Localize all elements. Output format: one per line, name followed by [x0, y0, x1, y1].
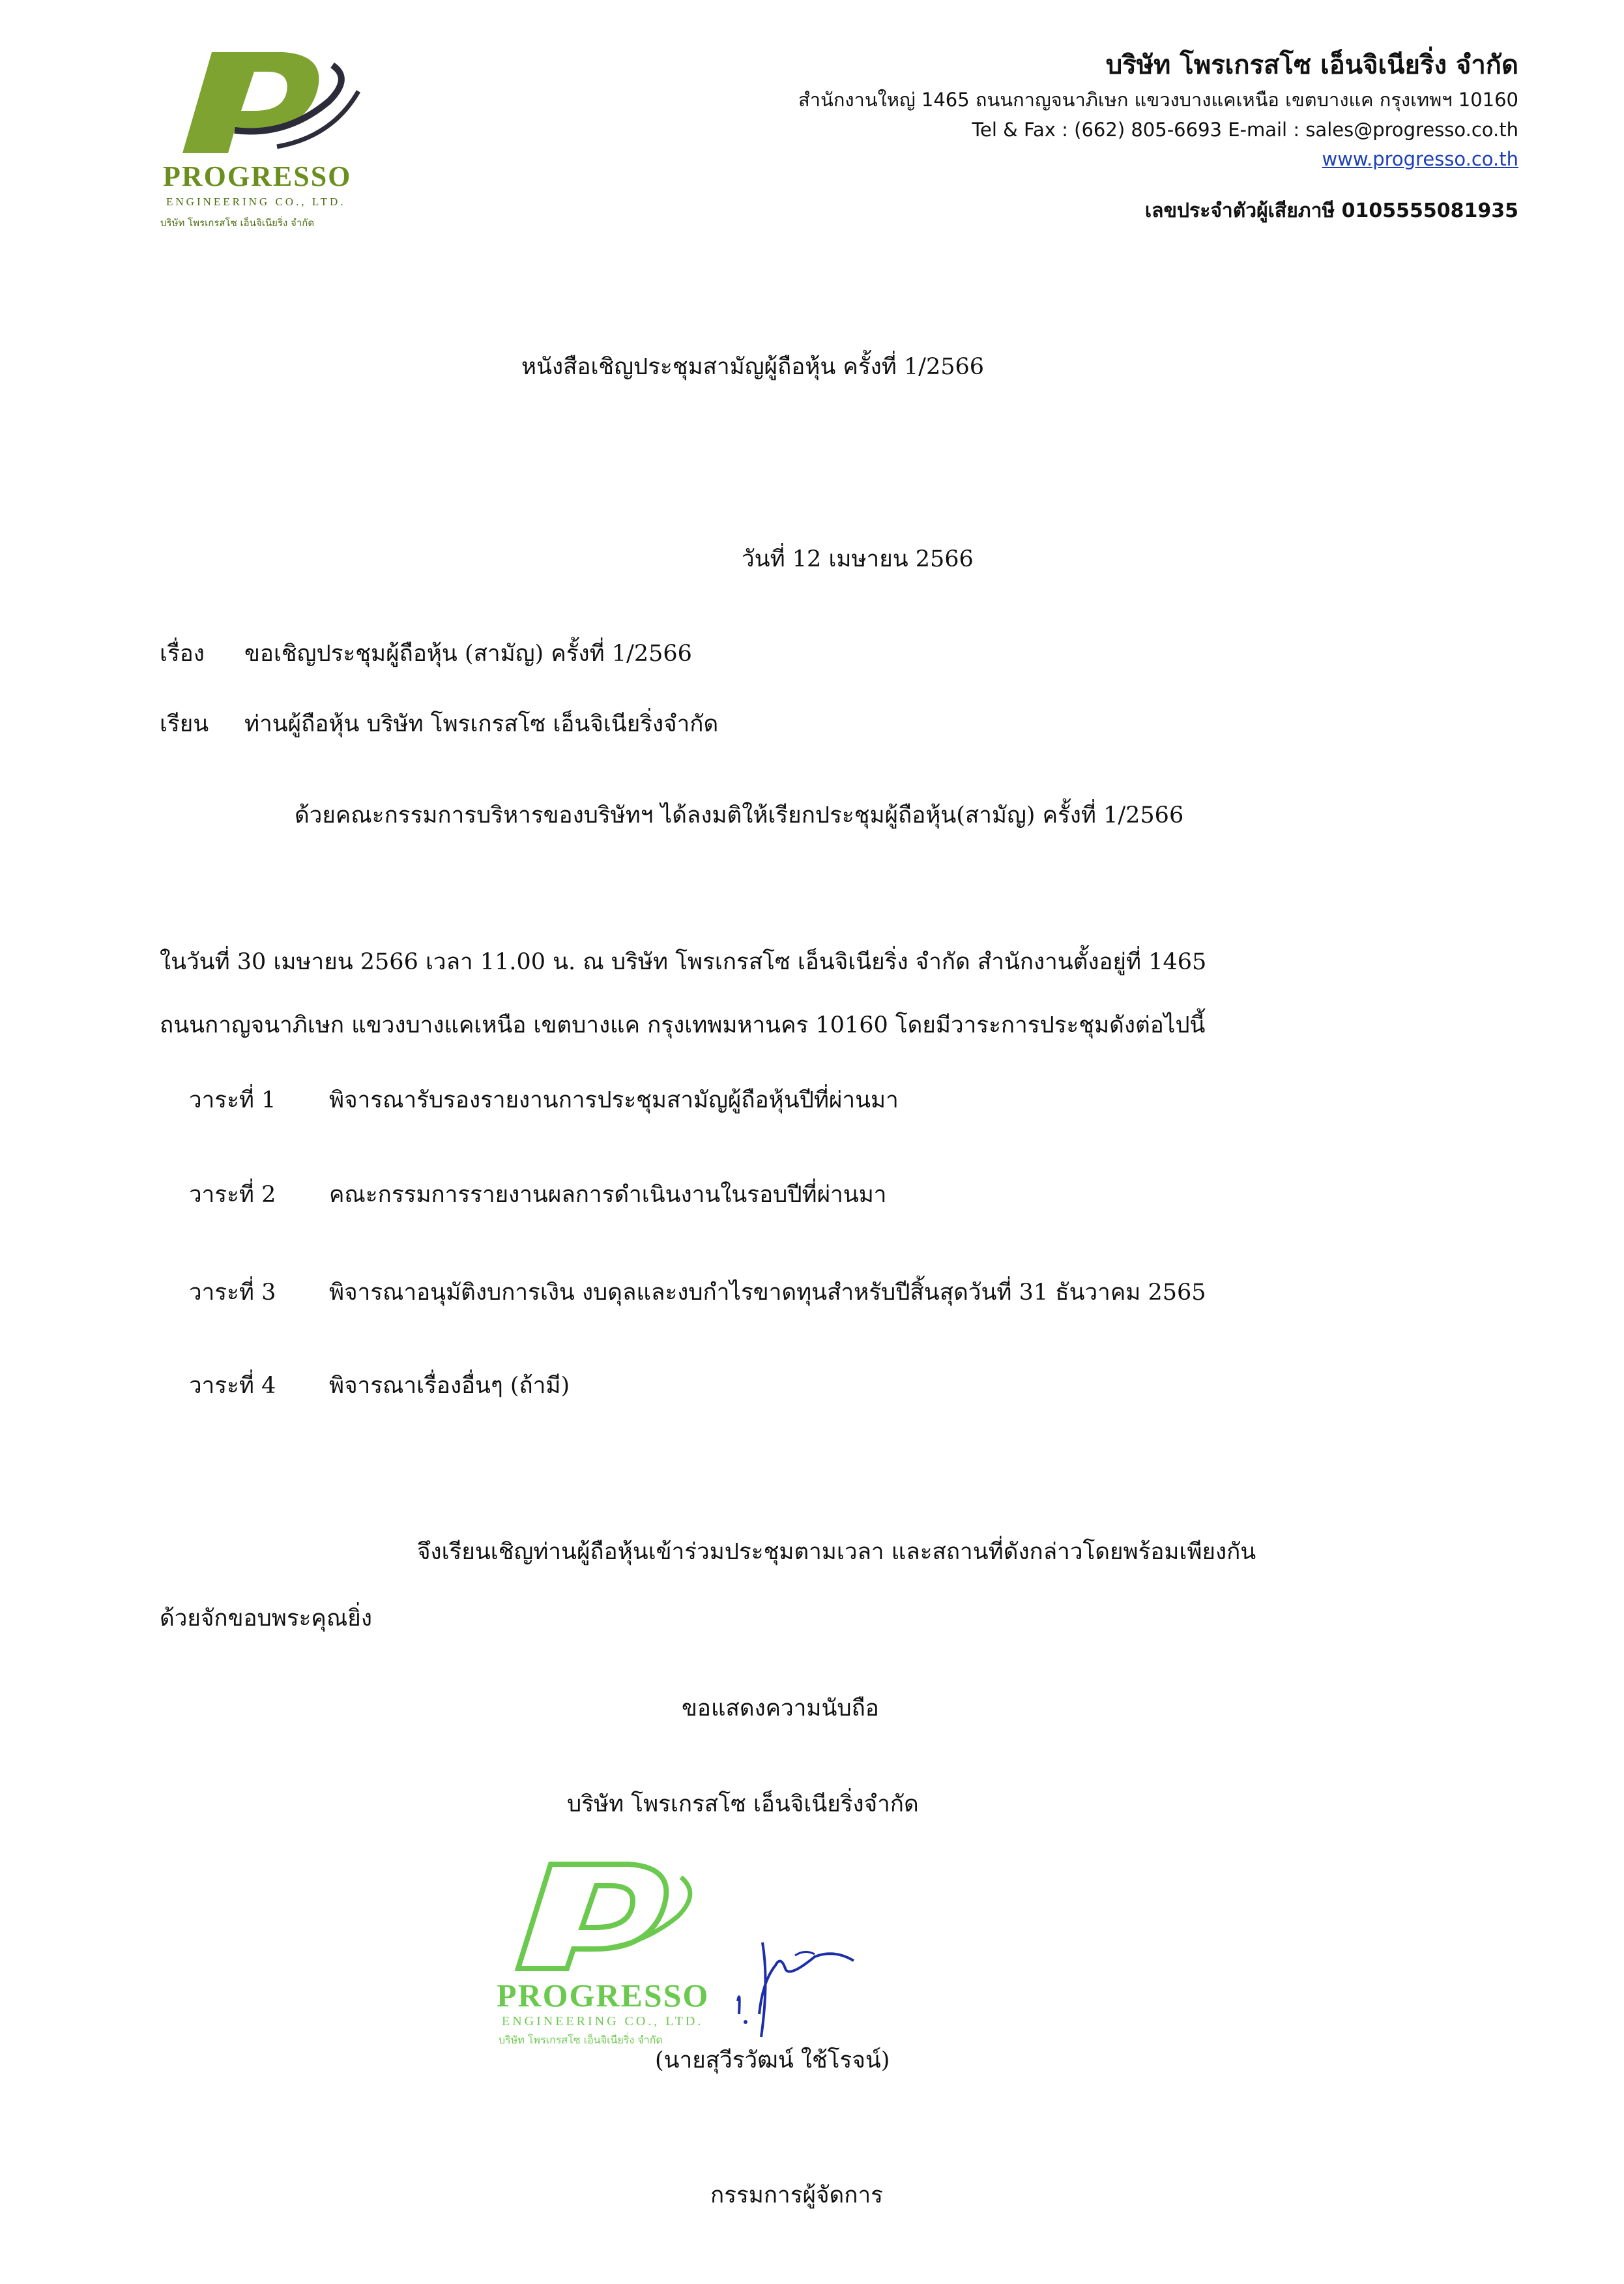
letter-title: หนังสือเชิญประชุมสามัญผู้ถือหุ้น ครั้งที่ 1/2566: [521, 354, 985, 380]
stamp-thai-name: บริษัท โพรเกรสโซ เอ็นจิเนียริ่ง จำกัด: [499, 2034, 663, 2046]
meeting-details-line-2: ถนนกาญจนาภิเษก แขวงบางแคเหนือ เขตบางแค กรุงเทพมหานคร 10160 โดยมีวาระการประชุมดังต่อไปนี้: [160, 1012, 1206, 1038]
handwritten-signature: [723, 1903, 880, 2047]
agenda-number: วาระที่ 3: [189, 1280, 276, 1306]
company-header: [798, 46, 1518, 173]
letter-date: วันที่ 12 เมษายน 2566: [742, 546, 974, 572]
intro-paragraph: ด้วยคณะกรรมการบริหารของบริษัทฯ ได้ลงมติให้เรียกประชุมผู้ถือหุ้น(สามัญ) ครั้งที่ 1/2566: [295, 802, 1184, 828]
stamp-name: PROGRESSO: [497, 1977, 710, 2013]
subject-label: เรื่อง: [160, 641, 205, 667]
company-name: บริษัท โพรเกรสโซ เอ็นจิเนียริ่ง จำกัด: [1105, 50, 1518, 80]
agenda-number: วาระที่ 1: [189, 1087, 276, 1113]
signing-company: บริษัท โพรเกรสโซ เอ็นจิเนียริ่งจำกัด: [567, 1791, 919, 1817]
agenda-item: พิจารณารับรองรายงานการประชุมสามัญผู้ถือหุ้นปีที่ผ่านมา: [329, 1087, 899, 1113]
recipient-text: ท่านผู้ถือหุ้น บริษัท โพรเกรสโซ เอ็นจิเนียริ่งจำกัด: [244, 711, 719, 737]
logo-subtitle: ENGINEERING CO., LTD.: [166, 196, 346, 208]
company-website-link[interactable]: www.progresso.co.th: [1322, 148, 1518, 170]
agenda-number: วาระที่ 2: [189, 1182, 276, 1208]
stamp-subtitle: ENGINEERING CO., LTD.: [502, 2014, 704, 2028]
agenda-item: พิจารณาอนุมัติงบการเงิน งบดุลและงบกำไรขาดทุนสำหรับปีสิ้นสุดวันที่ 31 ธันวาคม 2565: [329, 1280, 1206, 1306]
meeting-details-line-1: ในวันที่ 30 เมษายน 2566 เวลา 11.00 น. ณ บริษัท โพรเกรสโซ เอ็นจิเนียริ่ง จำกัด สำนักงานตั้งอยู่ที่ 1465: [160, 949, 1207, 975]
tax-id: เลขประจำตัวผู้เสียภาษี 0105555081935: [1144, 199, 1518, 222]
signer-position: กรรมการผู้จัดการ: [710, 2182, 883, 2208]
logo-name: PROGRESSO: [163, 160, 352, 192]
agenda-item: คณะกรรมการรายงานผลการดำเนินงานในรอบปีที่ผ่านมา: [329, 1182, 887, 1208]
recipient-label: เรียน: [160, 711, 209, 737]
logo-thai-name: บริษัท โพรเกรสโซ เอ็นจิเนียริ่ง จำกัด: [160, 217, 315, 229]
agenda-number: วาระที่ 4: [189, 1373, 276, 1399]
regards: ขอแสดงความนับถือ: [682, 1695, 879, 1721]
company-address: สำนักงานใหญ่ 1465 ถนนกาญจนาภิเษก แขวงบางแคเหนือ เขตบางแค กรุงเทพฯ 10160: [798, 89, 1518, 111]
closing-line-2: ด้วยจักขอบพระคุณยิ่ง: [160, 1605, 372, 1632]
signer-name: (นายสุวีรวัฒน์ ใช้โรจน์): [655, 2047, 890, 2073]
subject-text: ขอเชิญประชุมผู้ถือหุ้น (สามัญ) ครั้งที่ 1/2566: [244, 641, 692, 667]
closing-line-1: จึงเรียนเชิญท่านผู้ถือหุ้นเข้าร่วมประชุมตามเวลา และสถานที่ดังกล่าวโดยพร้อมเพียงกัน: [417, 1539, 1256, 1565]
company-contact: Tel & Fax : (662) 805-6693 E-mail : sales@progresso.co.th: [972, 119, 1518, 141]
agenda-item: พิจารณาเรื่องอื่นๆ (ถ้ามี): [329, 1373, 570, 1399]
